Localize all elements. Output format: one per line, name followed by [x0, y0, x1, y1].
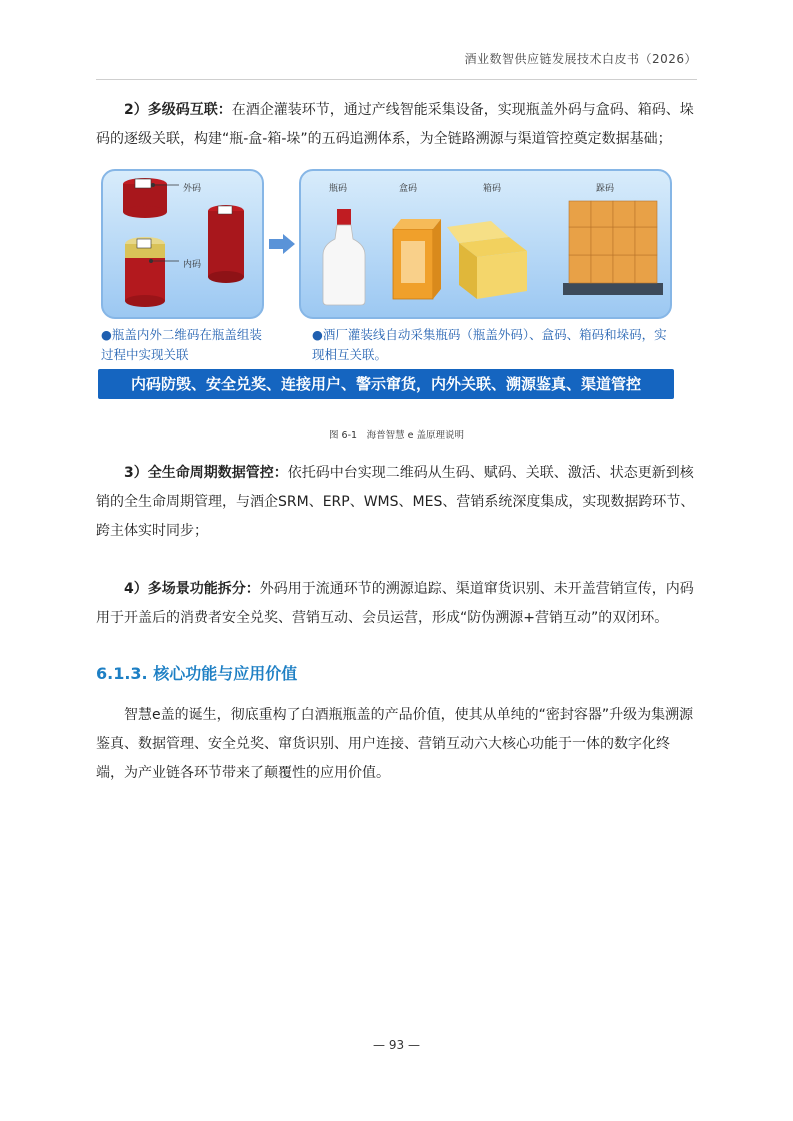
figure-e-cap-principle	[98, 164, 676, 402]
box-code-label: 盒码	[399, 184, 418, 194]
inner-code-label: 内码	[183, 260, 202, 270]
outer-code-label: 外码	[183, 184, 202, 194]
paragraph-multi-level-codes	[96, 96, 697, 154]
page-number: — 93 —	[373, 1038, 420, 1052]
running-header: 酒业数智供应链发展技术白皮书（2026）	[464, 52, 697, 66]
paragraph-label: 2）多级码互联：	[124, 102, 232, 118]
paragraph-multi-scenario	[96, 575, 697, 633]
paragraph-label: 4）多场景功能拆分：	[124, 581, 260, 597]
paragraph-text: 在酒企灌装环节，通过产线智能采集设备，实现瓶盖外码与盒码、箱码、垛码的逐级关联，构建“瓶-盒-箱-垛”的五码追溯体系，为全链路溯源与渠道管控奠定数据基础；	[96, 102, 694, 147]
arrow-right-icon	[269, 234, 295, 254]
bottle-code-label: 瓶码	[329, 184, 348, 194]
cap-panel	[101, 169, 264, 319]
paragraph-label: 3）全生命周期数据管控：	[124, 465, 288, 481]
paragraph-text: 外码用于流通环节的溯源追踪、渠道窜货识别、未开盖营销宣传，内码用于开盖后的消费者安全兑奖、营销互动、会员运营，形成“防伪溯源+营销互动”的双闭环。	[96, 581, 694, 626]
header-divider	[96, 79, 697, 80]
paragraph-lifecycle	[96, 459, 697, 546]
right-caption: ●酒厂灌装线自动采集瓶码（瓶盖外码）、盒码、箱码和垛码，实现相互关联。	[312, 327, 667, 362]
section-heading: 6.1.3. 核心功能与应用价值	[96, 664, 298, 683]
code-chain-panel	[299, 169, 672, 319]
pallet-code-label: 跺码	[596, 184, 615, 194]
paragraph-core-value: 智慧e盖的诞生，彻底重构了白酒瓶瓶盖的产品价值，使其从单纯的“密封容器”升级为集溯源鉴真、数据管理、安全兑奖、窜货识别、用户连接、营销互动六大核心功能于一体的数字化终端，为产业链各环节带来了颠覆性的应用价值。	[96, 707, 694, 781]
case-code-label: 箱码	[483, 184, 502, 194]
figure-caption: 图 6-1 海普智慧 e 盖原理说明	[329, 430, 464, 441]
left-caption: ●瓶盖内外二维码在瓶盖组装过程中实现关联	[101, 327, 262, 362]
paragraph-text: 依托码中台实现二维码从生码、赋码、关联、激活、状态更新到核销的全生命周期管理，与酒企SRM、ERP、WMS、MES、营销系统深度集成，实现数据跨环节、跨主体实时同步；	[96, 465, 695, 539]
feature-banner: 内码防毁、安全兑奖、连接用户、警示窜货，内外关联、溯源鉴真、渠道管控	[98, 369, 674, 399]
